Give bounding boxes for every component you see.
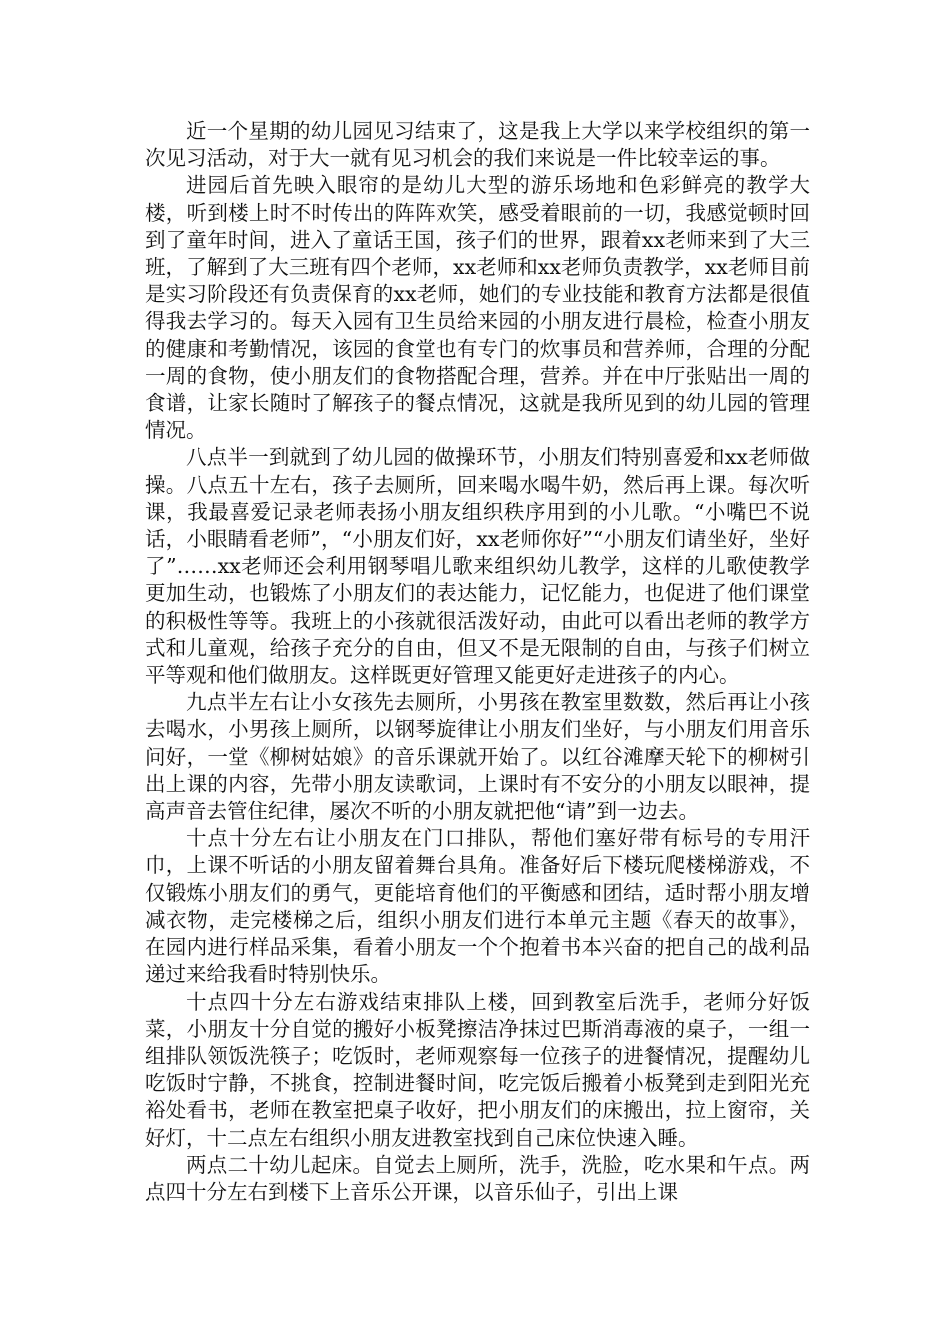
paragraph-3: 八点半一到就到了幼儿园的做操环节，小朋友们特别喜爱和xx老师做操。八点五十左右，孩子去厕所，回来喝水喝牛奶，然后再上课。每次听课，我最喜爱记录老师表扬小朋友组织秩序用到的小儿歌。“小嘴巴不说话，小眼睛看老师”，“小朋友们好，xx老师你好”“小朋友们请坐好，坐好了”……xx老师还会利用钢琴唱儿歌来组织幼儿教学，这样的儿歌使教学更加生动，也锻炼了小朋友们的表达能力，记忆能力，也促进了他们课堂的积极性等等。我班上的小孩就很活泼好动，由此可以看出老师的教学方式和儿童观，给孩子充分的自由，但又不是无限制的自由，与孩子们树立平等观和他们做朋友。这样既更好管理又能更好走进孩子的内心。 xyxy=(145,445,810,688)
paragraph-1: 近一个星期的幼儿园见习结束了，这是我上大学以来学校组织的第一次见习活动，对于大一就有见习机会的我们来说是一件比较幸运的事。 xyxy=(145,119,810,171)
paragraph-4: 九点半左右让小女孩先去厕所，小男孩在教室里数数，然后再让小孩去喝水，小男孩上厕所，以钢琴旋律让小朋友们坐好，与小朋友们用音乐问好，一堂《柳树姑娘》的音乐课就开始了。以红谷滩摩天轮下的柳树引出上课的内容，先带小朋友读歌词，上课时有不安分的小朋友以眼神，提高声音去管住纪律，屡次不听的小朋友就把他“请”到一边去。 xyxy=(145,690,810,824)
paragraph-2: 进园后首先映入眼帘的是幼儿大型的游乐场地和色彩鲜亮的教学大楼，听到楼上时不时传出的阵阵欢笑，感受着眼前的一切，我感觉顿时回到了童年时间，进入了童话王国，孩子们的世界，跟着xx老师来到了大三班，了解到了大三班有四个老师，xx老师和xx老师负责教学，xx老师目前是实习阶段还有负责保育的xx老师，她们的专业技能和教育方法都是很值得我去学习的。每天入园有卫生员给来园的小朋友进行晨检，检查小朋友的健康和考勤情况，该园的食堂也有专门的炊事员和营养师，合理的分配一周的食物，使小朋友们的食物搭配合理，营养。并在中厅张贴出一周的食谱，让家长随时了解孩子的餐点情况，这就是我所见到的幼儿园的管理情况。 xyxy=(145,173,810,443)
document-body xyxy=(145,118,810,1206)
paragraph-6: 十点四十分左右游戏结束排队上楼，回到教室后洗手，老师分好饭菜，小朋友十分自觉的搬好小板凳擦洁净抹过巴斯消毒液的桌子，一组一组排队领饭洗筷子；吃饭时，老师观察每一位孩子的进餐情况，提醒幼儿吃饭时宁静，不挑食，控制进餐时间，吃完饭后搬着小板凳到走到阳光充裕处看书，老师在教室把桌子收好，把小朋友们的床搬出，拉上窗帘，关好灯，十二点左右组织小朋友进教室找到自己床位快速入睡。 xyxy=(145,989,810,1150)
paragraph-7: 两点二十幼儿起床。自觉去上厕所，洗手，洗脸，吃水果和午点。两点四十分左右到楼下上音乐公开课，以音乐仙子，引出上课 xyxy=(145,1152,810,1204)
paragraph-5: 十点十分左右让小朋友在门口排队，帮他们塞好带有标号的专用汗巾，上课不听话的小朋友留着舞台具角。准备好后下楼玩爬楼梯游戏，不仅锻炼小朋友们的勇气，更能培育他们的平衡感和团结，适时帮小朋友增减衣物，走完楼梯之后，组织小朋友们进行本单元主题《春天的故事》，在园内进行样品采集，看着小朋友一个个抱着书本兴奋的把自己的战利品递过来给我看时特别快乐。 xyxy=(145,826,810,987)
